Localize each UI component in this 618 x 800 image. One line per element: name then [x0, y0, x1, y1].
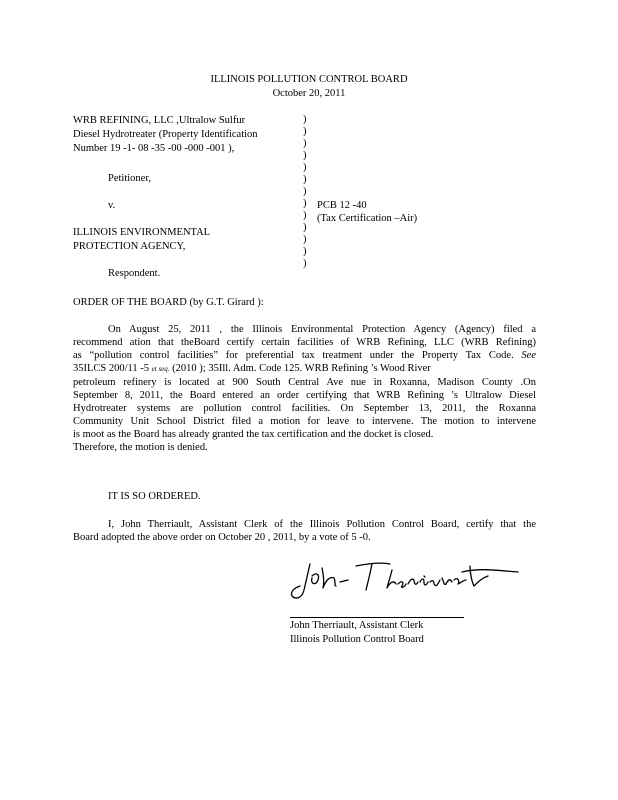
body-line: Therefore, the motion is denied.	[73, 442, 208, 453]
caption-paren: )	[303, 114, 307, 125]
certification-line: I, John Therriault, Assistant Clerk of the Illinois Pollution Control Board, certify that the	[108, 519, 536, 530]
body-line: Hydrotreater systems are pollution control facilities. On September 13, 2011, the Roxanna	[73, 403, 536, 414]
case-type: (Tax Certification –Air)	[317, 213, 418, 224]
respondent-label: Respondent.	[108, 268, 161, 279]
caption-paren: )	[303, 198, 307, 209]
party1-line-2: Diesel Hydrotreater (Property Identification	[73, 129, 258, 140]
clerk-board: Illinois Pollution Control Board	[290, 634, 424, 645]
certification-line: Board adopted the above order on October 20 , 2011, by a vote of 5 -0.	[73, 532, 371, 543]
party2-line-2: PROTECTION AGENCY,	[73, 241, 186, 252]
see-citation: See	[521, 350, 536, 361]
caption-paren: )	[303, 246, 307, 257]
petitioner-label: Petitioner,	[108, 173, 152, 184]
caption-paren: )	[303, 126, 307, 137]
certification	[73, 518, 536, 544]
so-ordered: IT IS SO ORDERED.	[108, 491, 201, 502]
clerk-name: John Therriault, Assistant Clerk	[290, 620, 424, 631]
signature-line	[290, 617, 464, 618]
body-line: On August 25, 2011 , the Illinois Environmental Protection Agency (Agency) filed a	[108, 324, 536, 335]
order-date: October 20, 2011	[272, 88, 346, 99]
board-title: ILLINOIS POLLUTION CONTROL BOARD	[210, 74, 408, 85]
caption-paren: )	[303, 210, 307, 221]
caption-paren: )	[303, 234, 307, 245]
caption-paren: )	[303, 150, 307, 161]
body-line: Community Unit School District filed a motion for leave to intervene. The motion to intervene	[73, 416, 536, 427]
et-seq-citation: et seq.	[151, 365, 170, 373]
caption-paren: )	[303, 258, 307, 269]
order-heading: ORDER OF THE BOARD (by G.T. Girard ):	[73, 297, 264, 308]
body-line: petroleum refinery is located at 900 South Central Ave nue in Roxanna, Madison County .On	[73, 377, 536, 388]
caption-paren: )	[303, 174, 307, 185]
caption-parentheses	[303, 114, 307, 270]
case-number: PCB 12 -40	[317, 200, 367, 211]
order-body	[73, 323, 536, 454]
party1-line-1: WRB REFINING, LLC ,Ultralow Sulfur	[73, 115, 246, 126]
body-line: recommend ation that theBoard certify certain facilities of WRB Refining, LLC (WRB Refining)	[73, 337, 536, 348]
body-line: is moot as the Board has already granted the tax certification and the docket is closed.	[73, 429, 434, 440]
versus-label: v.	[108, 200, 116, 211]
body-line: September 8, 2011, the Board entered an order certifying that WRB Refining ’s Ultralow Diesel	[73, 390, 536, 401]
party1-line-3: Number 19 -1- 08 -35 -00 -000 -001 ),	[73, 143, 235, 154]
caption-paren: )	[303, 162, 307, 173]
party2-line-1: ILLINOIS ENVIRONMENTAL	[73, 227, 211, 238]
handwritten-signature	[288, 556, 528, 604]
caption-paren: )	[303, 138, 307, 149]
body-line: as “pollution control facilities” for preferential tax treatment under the Property Tax Code. See	[73, 350, 536, 361]
caption-paren: )	[303, 186, 307, 197]
caption-paren: )	[303, 222, 307, 233]
body-line: 35ILCS 200/11 -5 et seq. (2010 ); 35Ill. Adm. Code 125. WRB Refining ’s Wood River	[73, 363, 431, 374]
